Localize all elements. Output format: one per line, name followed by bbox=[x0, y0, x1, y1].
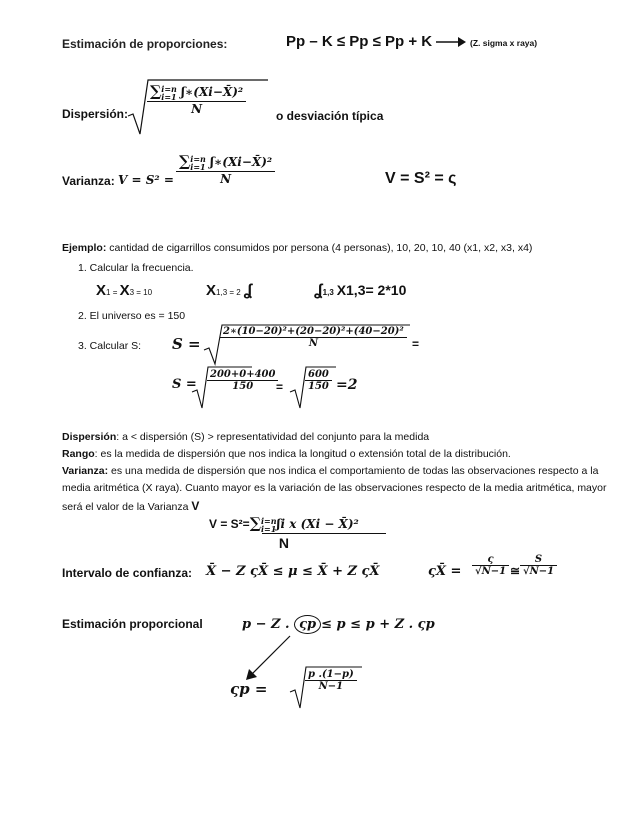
definition-dispersion: Dispersión: a < dispersión (S) > representatividad del conjunto para la medida bbox=[62, 431, 430, 443]
proporcional-formula: p − Z . ςp ≤ p ≤ p + Z . ςp bbox=[242, 617, 435, 632]
calc1-fraction: $\frac{\text{2∗(10−20)²+(20−20)²+(40−20)²}}{N}$ bbox=[220, 326, 407, 349]
definition-varianza-cont-2: será el valor de la Varianza V bbox=[62, 499, 200, 513]
freq-b: X1,3 = 2 ʆ bbox=[206, 282, 253, 299]
arrow-down-left-icon bbox=[244, 634, 294, 684]
varianza-lhs: V = S² = bbox=[118, 173, 174, 187]
calc1-equals: = bbox=[412, 337, 420, 351]
arrow-right-icon bbox=[436, 36, 466, 48]
sigma-x-frac-2: $\frac{S}{√N-1}$ bbox=[520, 554, 557, 577]
step-2: 2. El universo es = 150 bbox=[78, 310, 186, 322]
sigma-x-frac-1: $\frac{\varsigma}{√N-1}$ bbox=[472, 554, 509, 577]
definition-varianza-cont-1: media aritmética (X raya). Cuanto mayor es la variación de las observaciones respecto de la media aritmética, mayor bbox=[62, 482, 607, 494]
example-line: Ejemplo: cantidad de cigarrillos consumidos por persona (4 personas), 10, 20, 10, 40 (x1, x2, x3, x4) bbox=[62, 242, 533, 254]
definition-rango: Rango: es la medida de dispersión que nos indica la longitud o extensión total de la distribución. bbox=[62, 448, 511, 460]
varianza-fraction: ∑ i=n i=1 ʃ∗(Xi−X̄)² N bbox=[176, 152, 275, 186]
sigma-p-lhs: ςp = bbox=[230, 680, 268, 698]
approx-sign: ≅ bbox=[510, 564, 521, 578]
definition-varianza: Varianza: es una medida de dispersión que nos indica el comportamiento de todas las observaciones respecto a la bbox=[62, 465, 599, 477]
calc2-lhs: S = bbox=[172, 377, 197, 392]
fraction-bar bbox=[262, 533, 386, 534]
sigma-x-lhs: ςX̄ = bbox=[428, 564, 462, 579]
header-note: (Z. sigma x raya) bbox=[470, 38, 538, 48]
calc1-lhs: S = bbox=[172, 335, 201, 353]
dispersion-label: Dispersión: bbox=[62, 107, 129, 121]
freq-c: ʆ1,3 X1,3= 2*10 bbox=[314, 282, 407, 299]
intervalo-formula: X̄ − Z ςX̄ ≤ μ ≤ X̄ + Z ςX̄ bbox=[206, 564, 380, 579]
step-3: 3. Calcular S: bbox=[78, 340, 142, 352]
dispersion-fraction: ∑ i=n i=1 ʃ∗(Xi−X̄)² N bbox=[147, 82, 246, 116]
sigma-p-fraction: $\frac{p .(1-p)}{N-1}$ bbox=[305, 669, 357, 692]
dispersion-alt-label: o desviación típica bbox=[276, 109, 384, 123]
calc2-fraction-1: $\frac{200+0+400}{150}$ bbox=[207, 369, 278, 392]
varianza2-formula: V = S²=∑ i=n i=1 ʃi x (Xi − X̄)² N bbox=[209, 514, 359, 551]
varianza-summary: V = S² = ς bbox=[385, 170, 457, 187]
calc2-result: =2 bbox=[336, 377, 358, 393]
varianza-label: Varianza: bbox=[62, 174, 115, 188]
step-1: 1. Calcular la frecuencia. bbox=[78, 262, 194, 274]
calc2-fraction-2: $\frac{600}{150}$ bbox=[305, 369, 332, 392]
proporcional-label: Estimación proporcional bbox=[62, 617, 203, 631]
calc2-equals: = bbox=[276, 380, 284, 394]
header-formula: Pp – K ≤ Pp ≤ Pp + K bbox=[286, 33, 433, 50]
freq-a: X1 = X3 = 10 bbox=[96, 282, 153, 299]
circled-sigma-p: ςp bbox=[294, 615, 321, 634]
intervalo-label: Intervalo de confianza: bbox=[62, 566, 193, 580]
section-title: Estimación de proporciones: bbox=[62, 37, 228, 51]
